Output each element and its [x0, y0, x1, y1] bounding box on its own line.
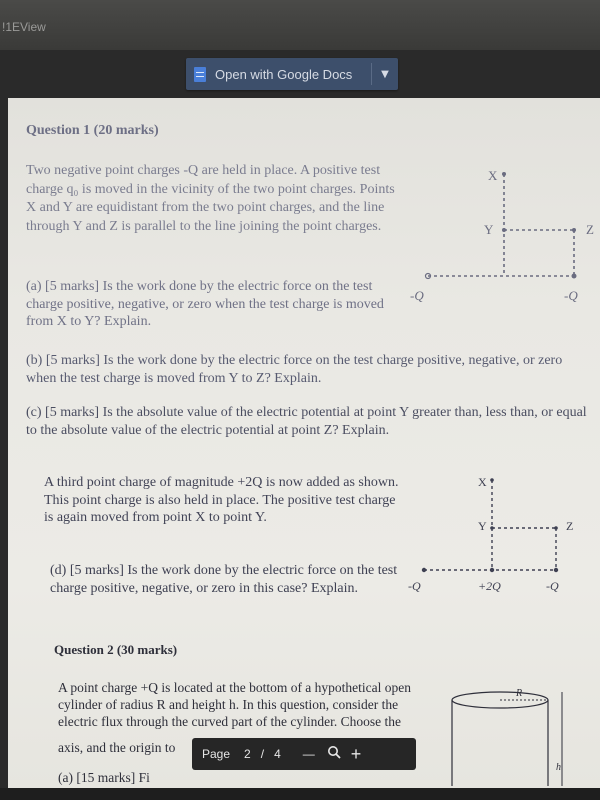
fig2-label-x: X [478, 475, 487, 489]
figure-1 [408, 162, 600, 306]
fig2-point-z [554, 526, 558, 530]
question1-part-a: (a) [5 marks] Is the work done by the electric force on the test charge positive, negative, or zero when the test charge is moved from X to Y? Explain. [26, 279, 384, 329]
current-page-input[interactable]: 2 [244, 747, 251, 761]
zoom-in-button[interactable]: + [350, 743, 362, 764]
question1-part-c: (c) [5 marks] Is the absolute value of the electric potential at point Y greater than, less than, or equal to the absolute value of the electric potential at point Z? Explain. [26, 405, 587, 438]
bottom-strip [0, 788, 600, 800]
fig1-charge-left: -Q [410, 288, 424, 303]
zoom-icon[interactable] [327, 745, 341, 763]
question2-intro: A point charge +Q is located at the bottom of a hypothetical open cylinder of radius R and height h. In this question, consider the electric flux through the curved part of the cylinder. Choose the [58, 680, 412, 729]
fig1-charge-right: -Q [564, 288, 578, 303]
cylinder-radius-label: R [516, 688, 523, 699]
fig2-label-z: Z [566, 519, 574, 533]
fig2-point-x [490, 478, 494, 482]
fig1-label-y: Y [484, 222, 494, 237]
figure-2 [404, 470, 600, 600]
page-navigation-bar [192, 738, 416, 770]
question2-heading: Question 2 (30 marks) [54, 642, 178, 657]
cylinder-height-label: h [556, 762, 561, 773]
question1-part-b: (b) [5 marks] Is the work done by the electric force on the test charge positive, negative, or zero when the test charge is moved from Y to Z? Explain. [26, 353, 563, 386]
viewer-top-strip [0, 0, 600, 50]
fig1-label-z: Z [586, 222, 594, 237]
fig2-label-y: Y [478, 519, 487, 533]
zoom-out-button[interactable]: — [302, 747, 315, 761]
fig1-point-y [502, 228, 506, 232]
fig1-point-z [572, 228, 576, 232]
fig2-charge-dot-mid [490, 568, 494, 572]
question1-heading: Question 1 (20 marks) [26, 123, 159, 138]
fig2-charge-left: -Q [408, 579, 421, 593]
page-separator: / [260, 747, 265, 761]
page-word: Page [202, 747, 231, 761]
open-with-google-docs-button[interactable] [186, 58, 398, 90]
question2-axis-line: axis, and the origin to [58, 740, 176, 755]
question1-intro: Two negative point charges -Q are held in place. A positive test charge q₀ is moved in the vicinity of the two point charges. Points X and Y are equidistant from the two point charges, and the line through Y and Z is parallel to the line joining the point charges. [26, 163, 395, 234]
fig2-charge-dot-left [422, 568, 426, 572]
fig2-point-y [490, 526, 494, 530]
total-pages: 4 [274, 747, 281, 761]
question1-part-d: (d) [5 marks] Is the work done by the electric force on the test charge positive, negative, or zero in this case? Explain. [50, 563, 398, 596]
fig1-point-x [502, 172, 506, 176]
fig2-charge-mid: +2Q [478, 579, 501, 593]
fig2-charge-right: -Q [546, 579, 559, 593]
chevron-down-icon[interactable]: ▼ [381, 68, 389, 80]
fig2-charge-dot-right [554, 568, 558, 572]
open-with-label: Open with Google Docs [215, 66, 353, 82]
fig1-charge-dot-right [572, 274, 577, 279]
question1-third-charge: A third point charge of magnitude +2Q is now added as shown. This point charge is also held in place. The positive test charge is again moved from point X to point Y. [44, 475, 399, 525]
fig1-label-x: X [488, 168, 498, 183]
app-title: !1EView [2, 20, 46, 34]
cylinder-figure [444, 686, 594, 786]
document-page [8, 98, 600, 788]
question2-part-a: (a) [15 marks] Fi [58, 770, 150, 785]
google-docs-icon [194, 67, 206, 82]
